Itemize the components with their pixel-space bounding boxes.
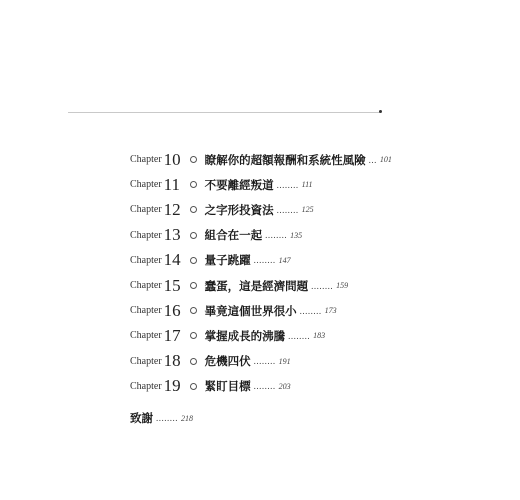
chapter-title: 之字形投資法 <box>204 202 274 217</box>
toc-entry-chapter-12[interactable] <box>130 197 470 222</box>
chapter-word: Chapter <box>130 355 162 367</box>
page-number: 147 <box>278 255 291 265</box>
chapter-number: 19 <box>163 376 181 396</box>
chapter-word: Chapter <box>130 229 162 241</box>
page-number: 183 <box>313 331 326 341</box>
dot-leader: ........ <box>311 280 334 291</box>
dot-leader: ........ <box>288 330 311 341</box>
top-rule <box>68 112 380 113</box>
bullet-circle-icon <box>190 282 197 289</box>
chapter-word: Chapter <box>130 154 162 166</box>
chapter-number: 12 <box>163 199 181 219</box>
chapter-number: 13 <box>163 225 181 245</box>
dot-leader: ........ <box>253 381 276 392</box>
chapter-word: Chapter <box>130 254 162 266</box>
chapter-number: 11 <box>163 174 181 194</box>
page-number: 111 <box>301 180 313 190</box>
bullet-circle-icon <box>190 307 197 314</box>
chapter-number: 17 <box>163 325 181 345</box>
chapter-title: 組合在一起 <box>204 228 263 243</box>
toc-entry-chapter-15[interactable] <box>130 273 470 298</box>
chapter-word: Chapter <box>130 380 162 392</box>
bullet-circle-icon <box>190 206 197 213</box>
bullet-circle-icon <box>190 332 197 339</box>
chapter-word: Chapter <box>130 330 162 342</box>
chapter-title: 掌握成長的沸騰 <box>204 328 286 343</box>
chapter-number: 18 <box>163 351 181 371</box>
toc-entry-chapter-14[interactable] <box>130 248 470 273</box>
chapter-word: Chapter <box>130 280 162 292</box>
page-number: 159 <box>336 281 349 291</box>
chapter-title: 緊盯目標 <box>204 379 251 394</box>
page-number: 125 <box>301 205 314 215</box>
chapter-title: 量子跳躍 <box>204 253 251 268</box>
toc-entry-chapter-16[interactable] <box>130 298 470 323</box>
bullet-circle-icon <box>190 232 197 239</box>
dot-leader: ........ <box>299 305 322 316</box>
bullet-circle-icon <box>190 156 197 163</box>
bullet-circle-icon <box>190 383 197 390</box>
page-number: 173 <box>324 306 337 316</box>
chapter-word: Chapter <box>130 179 162 191</box>
toc-entry-chapter-13[interactable] <box>130 223 470 248</box>
chapter-title: 蠢蛋，這是經濟問題 <box>204 278 309 293</box>
acknowledgements-title: 致謝 <box>130 411 153 425</box>
toc-entry-acknowledgements[interactable] <box>130 410 193 426</box>
bullet-circle-icon <box>190 257 197 264</box>
dot-leader: ........ <box>156 413 178 423</box>
toc-entry-chapter-18[interactable] <box>130 349 470 374</box>
chapter-title: 不要離經叛道 <box>204 177 274 192</box>
chapter-title: 危機四伏 <box>204 354 251 369</box>
page-number: 101 <box>379 155 392 165</box>
dot-leader: ........ <box>253 356 276 367</box>
page-number: 218 <box>181 413 193 423</box>
chapter-title: 瞭解你的超額報酬和系統性風險 <box>204 152 366 167</box>
chapter-number: 14 <box>163 250 181 270</box>
dot-leader: ........ <box>276 179 299 190</box>
dot-leader: ... <box>368 154 377 165</box>
chapter-word: Chapter <box>130 204 162 216</box>
page-number: 135 <box>290 230 303 240</box>
dot-leader: ........ <box>276 204 299 215</box>
toc-entry-chapter-17[interactable] <box>130 323 470 348</box>
dot-leader: ........ <box>253 255 276 266</box>
bullet-circle-icon <box>190 181 197 188</box>
bullet-circle-icon <box>190 358 197 365</box>
table-of-contents <box>130 147 470 399</box>
rule-end-dot <box>379 110 382 113</box>
page-number: 191 <box>278 356 291 366</box>
chapter-number: 16 <box>163 300 181 320</box>
toc-entry-chapter-11[interactable] <box>130 172 470 197</box>
page-number: 203 <box>278 381 291 391</box>
toc-entry-chapter-19[interactable] <box>130 374 470 399</box>
toc-entry-chapter-10[interactable] <box>130 147 470 172</box>
dot-leader: ........ <box>265 230 288 241</box>
chapter-word: Chapter <box>130 305 162 317</box>
chapter-number: 10 <box>163 149 181 169</box>
chapter-number: 15 <box>163 275 181 295</box>
chapter-title: 畢竟這個世界很小 <box>204 303 297 318</box>
